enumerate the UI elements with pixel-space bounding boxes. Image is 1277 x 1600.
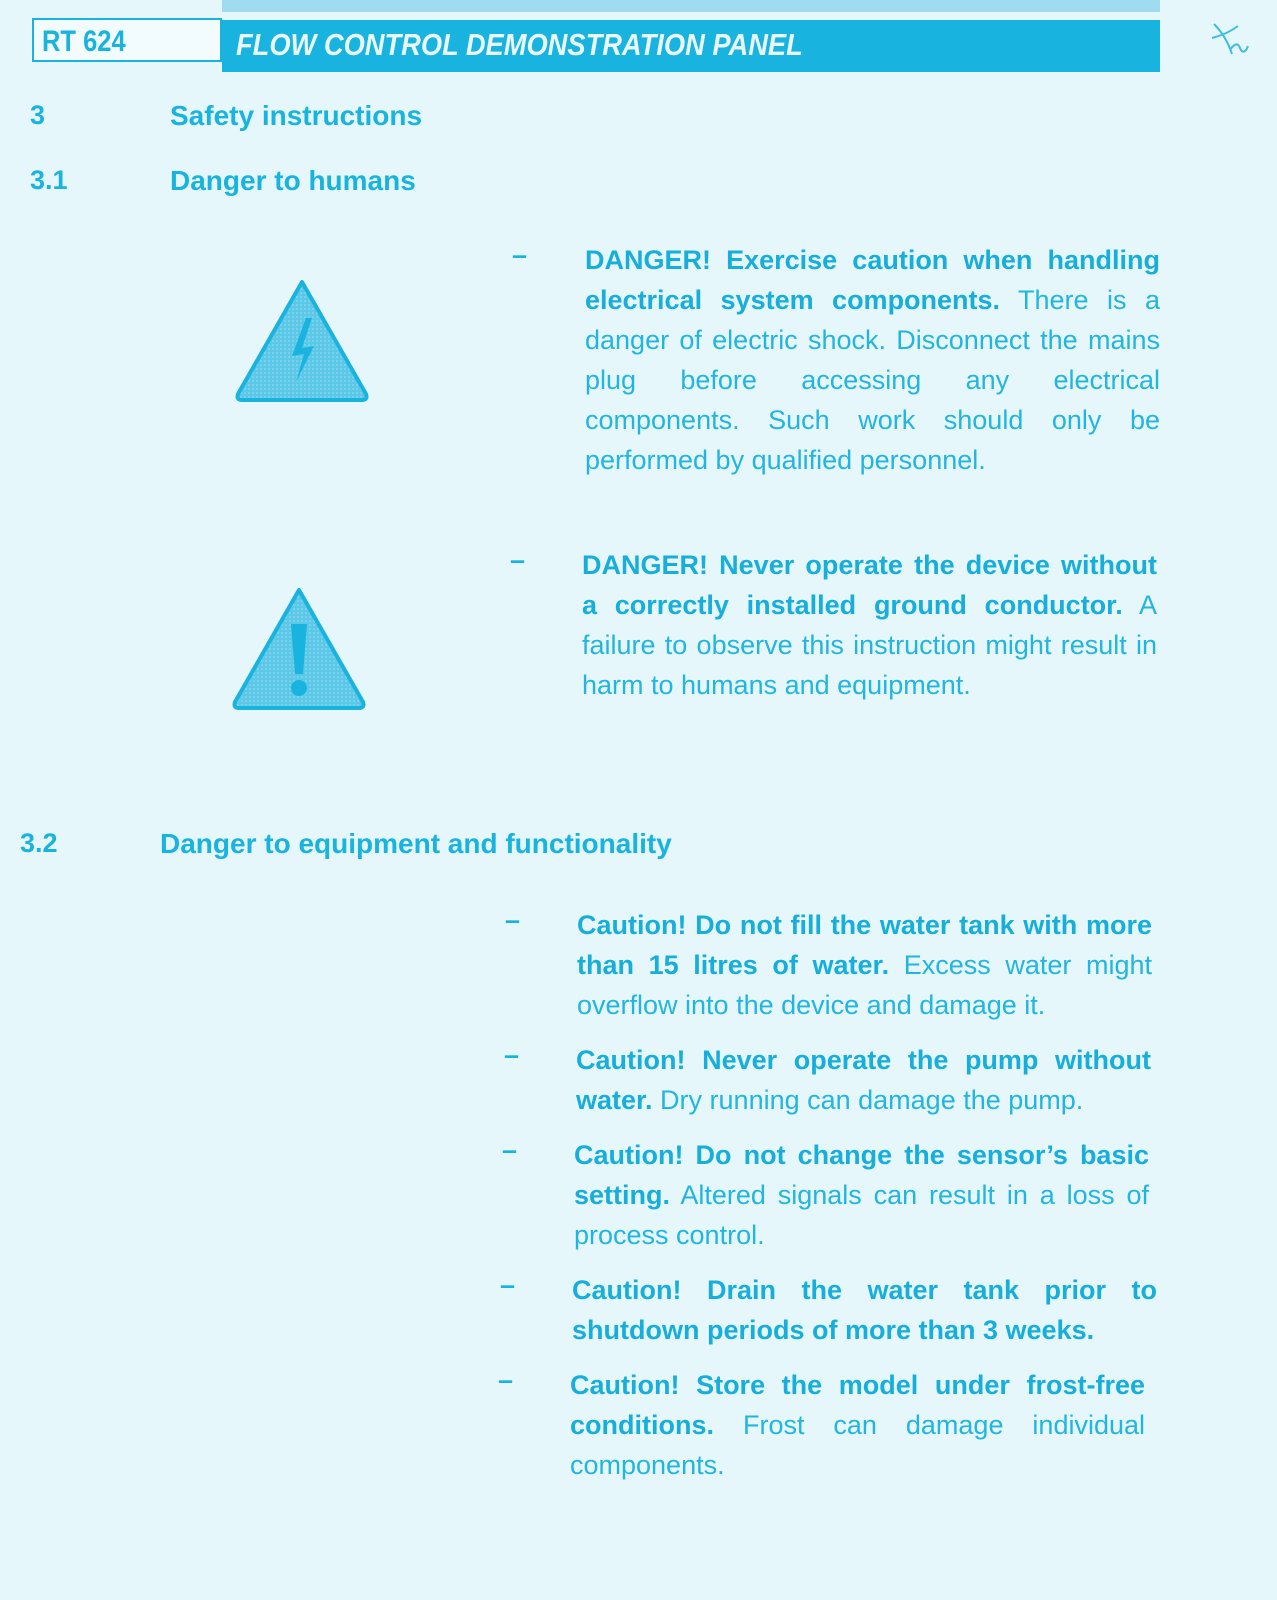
caution-item-text: Frost can damage individual components. (570, 1410, 1145, 1480)
bullet-dash: – (500, 1270, 516, 1300)
model-code: RT 624 (42, 25, 126, 58)
caution-item-water-tank (577, 905, 1152, 1025)
safety-item-bold: DANGER! Never operate the device without a correctly installed ground conductor. (582, 550, 1157, 620)
caution-item-sensor (574, 1135, 1149, 1255)
caution-item-text: Altered signals can result in a loss of process control. (574, 1180, 1149, 1250)
caution-item-drain (572, 1270, 1157, 1350)
bullet-dash: – (510, 545, 526, 575)
caution-item-bold: Caution! Do not fill the water tank with more than 15 litres of water. (577, 910, 1152, 980)
section-3-1-title: Danger to humans (170, 165, 416, 196)
section-3-2-title: Danger to equipment and functionality (160, 828, 672, 859)
safety-item-text: A failure to observe this instruction might result in harm to humans and equipment. (582, 590, 1157, 700)
safety-item-text: There is a danger of electric shock. Disconnect the mains plug before accessing any electrical components. Such work should only be performed by qualified personnel. (585, 285, 1160, 475)
bullet-dash: – (505, 905, 521, 935)
caution-item-frost (570, 1365, 1145, 1485)
header-top-rule (222, 0, 1160, 12)
title-bar (222, 20, 1160, 72)
caution-item-bold: Caution! Store the model under frost-free conditions. (570, 1370, 1145, 1440)
caution-item-text: Dry running can damage the pump. (652, 1085, 1084, 1115)
section-3-number: 3 (30, 100, 46, 130)
model-code-box (32, 18, 222, 62)
safety-item-bold: DANGER! Exercise caution when handling electrical system components. (585, 245, 1160, 315)
safety-item-ground-conductor (582, 545, 1157, 705)
caution-item-bold: Caution! Do not change the sensor’s basic setting. (574, 1140, 1149, 1210)
general-warning-icon (229, 584, 369, 714)
caution-item-bold: Caution! Drain the water tank prior to shutdown periods of more than 3 weeks. (572, 1275, 1157, 1345)
bullet-dash: – (498, 1365, 514, 1395)
section-3-1-number: 3.1 (30, 165, 68, 195)
electric-shock-warning-icon (232, 276, 372, 406)
bullet-dash: – (502, 1135, 518, 1165)
safety-item-electric-shock (585, 240, 1160, 480)
caution-item-bold: Caution! Never operate the pump without water. (576, 1045, 1151, 1115)
section-3-title: Safety instructions (170, 100, 423, 131)
bullet-dash: – (512, 240, 528, 270)
caution-item-pump (576, 1040, 1151, 1120)
document-title: FLOW CONTROL DEMONSTRATION PANEL (236, 27, 803, 62)
caution-item-text: Excess water might overflow into the device and damage it. (577, 950, 1153, 1020)
bullet-dash: – (504, 1040, 520, 1070)
handwritten-initials-icon (1208, 18, 1252, 62)
section-3-2-number: 3.2 (20, 828, 58, 858)
